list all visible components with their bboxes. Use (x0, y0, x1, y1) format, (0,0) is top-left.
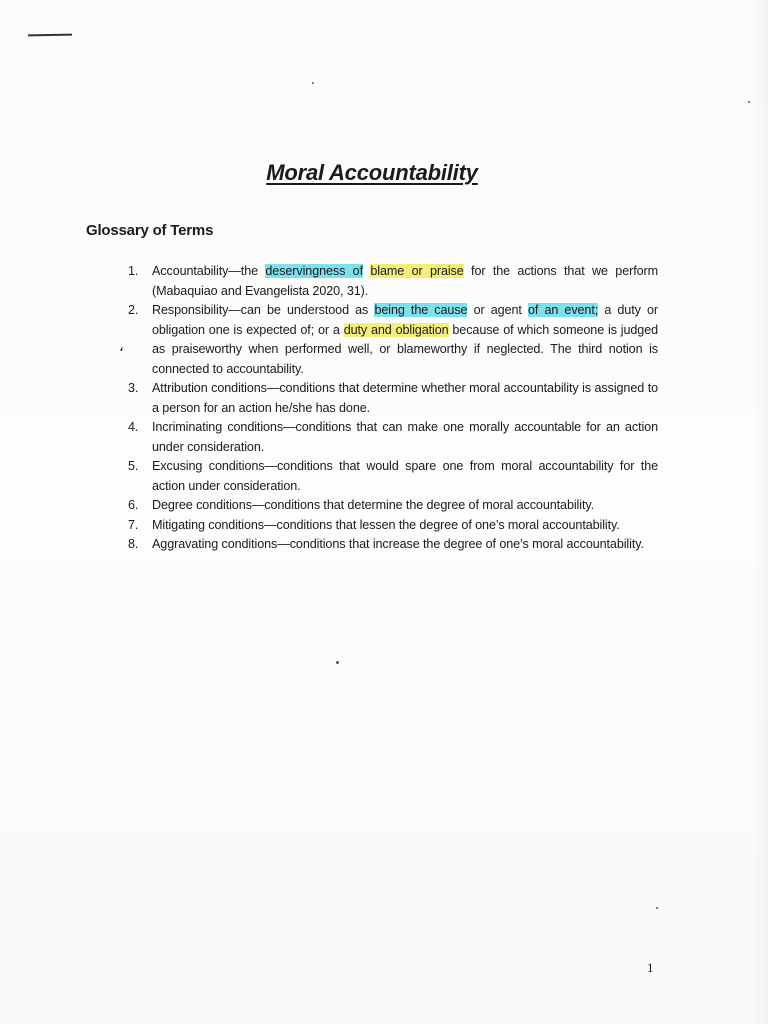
glossary-item-number: 5. (128, 459, 139, 473)
scan-speck (336, 661, 339, 664)
highlighted-phrase-blue: deservingness of (265, 264, 363, 278)
page-number: 1 (647, 960, 654, 975)
glossary-text: a duty or obligation one is expected of; or a (152, 303, 658, 337)
glossary-item-number: 7. (128, 517, 139, 532)
scan-speck (656, 907, 658, 909)
glossary-item-number: 3. (128, 381, 139, 395)
scan-edge-shadow (750, 0, 768, 1024)
highlighted-phrase-yellow: duty and obligation (343, 322, 449, 337)
glossary-text: Responsibility—can be understood as (152, 303, 375, 317)
glossary-text: Accountability—the (152, 264, 266, 278)
glossary-item (124, 516, 658, 536)
scan-speck (748, 101, 750, 103)
highlighted-phrase-yellow: blame or praise (370, 264, 464, 278)
glossary-item-number: 2. (128, 303, 139, 317)
glossary-item-number: 4. (128, 420, 139, 434)
glossary-item (124, 496, 658, 516)
glossary-text: Aggravating conditions—conditions that increase the degree of one’s moral accountability. (152, 537, 644, 551)
highlighted-phrase-blue: being the cause (374, 303, 468, 317)
glossary-text: Incriminating conditions—conditions that can make one morally accountable for an action under consideration. (152, 420, 658, 454)
glossary-text: Mitigating conditions—conditions that lessen the degree of one’s moral accountability. (152, 517, 620, 532)
glossary-item-number: 1. (128, 264, 139, 278)
glossary-item (124, 301, 658, 379)
glossary-text: for the actions that we perform (Mabaquiao and Evangelista 2020, 31). (152, 264, 658, 298)
glossary-item (124, 262, 658, 301)
margin-mark: ‘ (116, 343, 126, 360)
glossary-text: because of which someone is judged as praiseworthy when performed well, or blameworthy if neglected. The third notion is connected to accountability. (152, 322, 659, 376)
highlighted-phrase-blue: of an event; (527, 303, 599, 317)
glossary-item (124, 379, 658, 418)
glossary-text: Degree conditions—conditions that determine the degree of moral accountability. (152, 498, 595, 512)
glossary-item (124, 418, 658, 457)
document-title: Moral Accountability (266, 159, 478, 185)
glossary-text: Excusing conditions—conditions that would spare one from moral accountability for the action under consideration. (152, 459, 658, 493)
scan-speck (312, 82, 314, 84)
glossary-text: Attribution conditions—conditions that determine whether moral accountability is assigned to a person for an action he/she has done. (152, 381, 658, 415)
glossary-list (124, 262, 658, 555)
glossary-item-number: 6. (128, 498, 139, 512)
glossary-item-number: 8. (128, 537, 139, 551)
glossary-heading: Glossary of Terms (86, 222, 214, 239)
glossary-text: or agent (467, 303, 528, 317)
glossary-item (124, 457, 658, 496)
scan-mark (28, 34, 72, 37)
glossary-item (124, 535, 658, 555)
